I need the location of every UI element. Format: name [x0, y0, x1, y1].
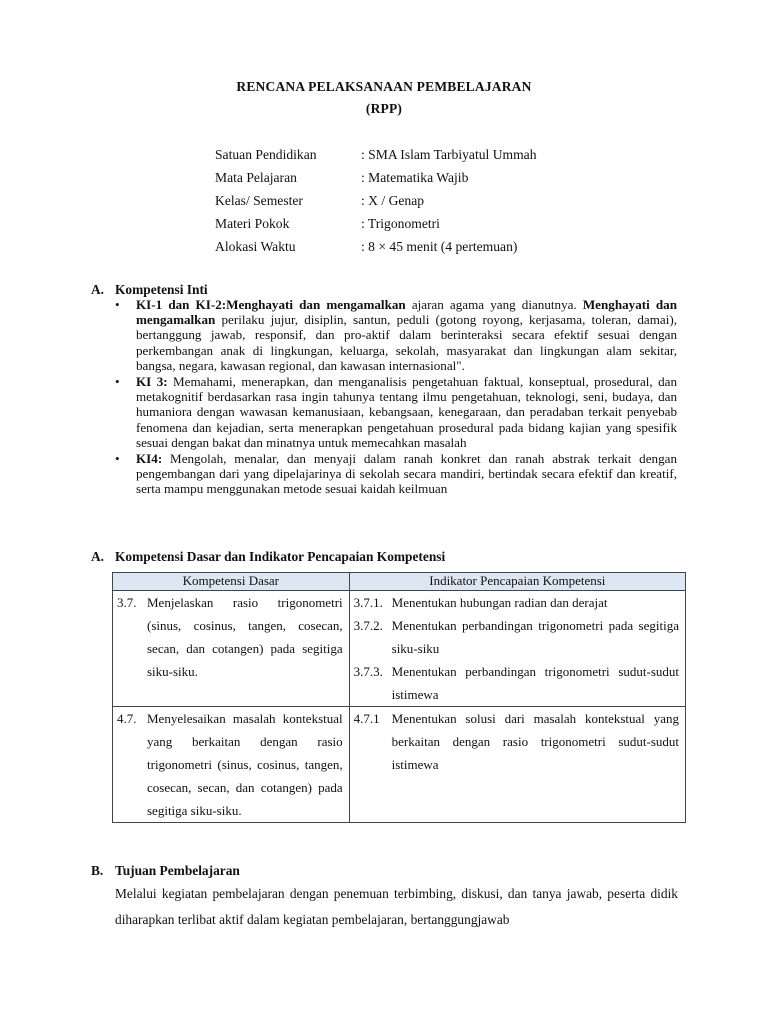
document-subtitle: (RPP) — [365, 101, 403, 116]
info-value: : X / Genap — [361, 193, 425, 208]
kd-cell — [113, 591, 350, 707]
section-mark: A. — [91, 549, 105, 564]
ipk-number: 3.7.1. — [353, 595, 383, 610]
ipk-text: Menentukan hubungan radian dan derajat — [391, 595, 608, 610]
info-key: Kelas/ Semester — [215, 193, 303, 208]
ki-text: perilaku jujur, disiplin, santun, peduli (gotong royong, kerjasama, toleran, damai), bertanggung jawab, responsif, dan pro-aktif dalam berinteraksi secara efektif sesuai dengan perkembangan anak di lingkungan, keluarga, sekolah, masyarakat dan lingkungan alam sekitar, bangsa, negara, kawasan regional, dan kawasan internasional". — [136, 312, 677, 373]
kd-cell — [113, 707, 350, 823]
info-value: : SMA Islam Tarbiyatul Ummah — [361, 147, 537, 162]
list-item — [115, 451, 677, 497]
table-header-row — [113, 573, 686, 591]
section-heading-kompetensi-inti — [91, 282, 208, 298]
ipk-text: Menentukan perbandingan trigonometri sudut-sudut istimewa — [391, 664, 679, 702]
section-mark: A. — [91, 282, 105, 297]
column-header-kd: Kompetensi Dasar — [113, 573, 350, 591]
info-value: : Trigonometri — [361, 216, 440, 231]
ki-label: KI 3: — [136, 374, 168, 390]
info-key: Mata Pelajaran — [215, 170, 297, 185]
ki-text: ajaran agama yang dianutnya. — [405, 297, 583, 312]
ki-text: Mengolah, menalar, dan menyaji dalam ranah konkret dan ranah abstrak terkait dengan pengembangan dari yang dipelajarinya di sekolah secara mandiri, bertindak secara efektif dan kreatif, serta mampu menggunakan metode sesuai kaidah keilmuan — [136, 451, 677, 497]
list-item — [115, 297, 677, 373]
tujuan-paragraph: Melalui kegiatan pembelajaran dengan penemuan terbimbing, diskusi, dan tanya jawab, peserta didik diharapkan terlibat aktif dalam kegiatan pembelajaran, bertanggungjawab — [115, 886, 678, 927]
list-item — [115, 374, 677, 450]
info-value: : 8 × 45 menit (4 pertemuan) — [361, 239, 518, 254]
ki-emphasis: Menghayati dan mengamalkan — [136, 297, 677, 328]
kd-text: Menyelesaikan masalah kontekstual yang berkaitan dengan rasio trigonometri (sinus, cosinus, tangen, cosecan, secan, dan cotangen) pada segitiga siku-siku. — [147, 711, 343, 818]
section-mark: B. — [91, 863, 104, 878]
info-key: Alokasi Waktu — [215, 239, 296, 254]
info-key: Satuan Pendidikan — [215, 147, 317, 162]
ipk-cell — [349, 707, 685, 823]
section-title: Kompetensi Inti — [115, 282, 208, 297]
info-value: : Matematika Wajib — [361, 170, 469, 185]
bullet-icon: • — [115, 297, 120, 312]
ipk-text: Menentukan solusi dari masalah kontekstual yang berkaitan dengan rasio trigonometri sudut-sudut istimewa — [391, 711, 679, 772]
table-row — [113, 707, 686, 823]
ipk-number: 3.7.2. — [353, 618, 383, 633]
kompetensi-inti-list — [115, 297, 677, 498]
info-key: Materi Pokok — [215, 216, 290, 231]
ki-label: KI4: — [136, 451, 163, 467]
section-heading-kompetensi-dasar — [91, 549, 445, 565]
section-title: Tujuan Pembelajaran — [115, 863, 240, 878]
kompetensi-table — [112, 572, 686, 823]
kd-number: 4.7. — [117, 711, 137, 726]
ipk-number: 3.7.3. — [353, 664, 383, 679]
document-title: RENCANA PELAKSANAAN PEMBELAJARAN — [236, 79, 532, 94]
kd-number: 3.7. — [117, 595, 137, 610]
section-heading-tujuan — [91, 863, 240, 879]
column-header-ipk: Indikator Pencapaian Kompetensi — [349, 573, 685, 591]
bullet-icon: • — [115, 451, 120, 467]
ipk-text: Menentukan perbandingan trigonometri pada segitiga siku-siku — [391, 618, 679, 656]
ipk-number: 4.7.1 — [353, 711, 380, 726]
kd-text: Menjelaskan rasio trigonometri (sinus, cosinus, tangen, cosecan, secan, dan cotangen) pada segitiga siku-siku. — [147, 595, 343, 679]
table-row — [113, 591, 686, 707]
section-title: Kompetensi Dasar dan Indikator Pencapaian Kompetensi — [115, 549, 446, 564]
ki-text: Memahami, menerapkan, dan menganalisis pengetahuan faktual, konseptual, prosedural, dan metakognitif berdasarkan rasa ingin tahunya tentang ilmu pengetahuan, teknologi, seni, budaya, dan humaniora dengan wawasan kemanusiaan, kebangsaan, kenegaraan, dan peradaban terkait penyebab fenomena dan kejadian, serta menerapkan pengetahuan prosedural pada bidang kajian yang spesifik sesuai dengan bakat dan minatnya untuk memecahkan masalah — [136, 374, 677, 450]
ki-label: KI-1 dan KI-2:Menghayati dan mengamalkan — [136, 297, 406, 312]
bullet-icon: • — [115, 374, 120, 390]
ipk-cell — [349, 591, 685, 707]
